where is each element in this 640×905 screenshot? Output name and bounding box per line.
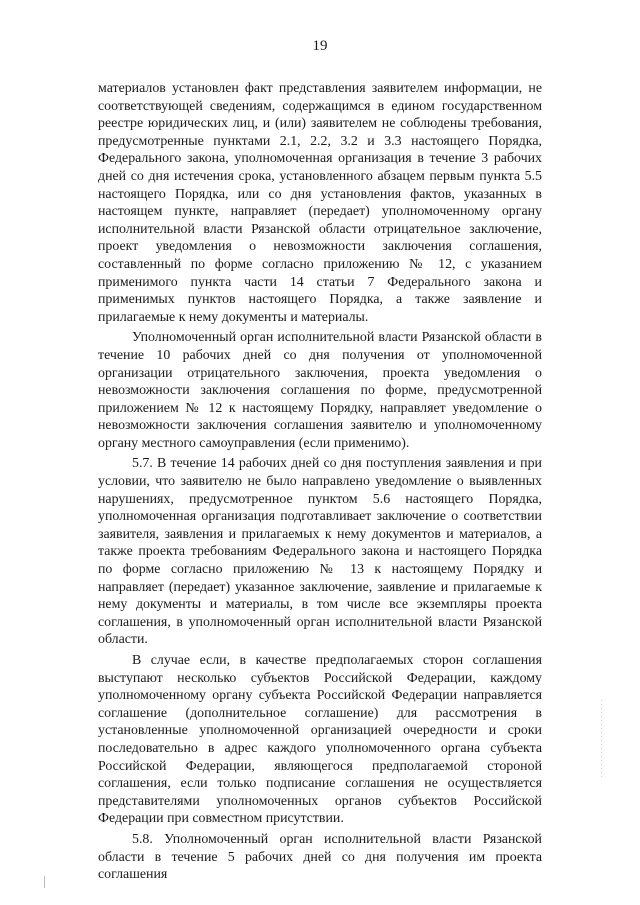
page-number: 19 <box>312 38 328 54</box>
paragraph-5-7: 5.7. В течение 14 рабочих дней со дня поступления заявления и при условии, что заявителю не было направлено уведомление о выявленных нарушениях, предусмотренное пунктом 5.6 настоящего Порядка, уполномоченная организация подготавливает заключение о соответствии заявителя, заявления и прилагаемых к нему документов и материалов, а также проекта требованиям Федерального закона и настоящего Порядка по форме согласно приложению № 13 к настоящему Порядку и направляет (передает) указанное заключение, заявление и прилагаемые к нему документы и материалы, в том числе все экземпляры проекта соглашения, в уполномоченный орган исполнительной власти Рязанской области. <box>98 456 542 648</box>
paragraph-5-8: 5.8. Уполномоченный орган исполнительной власти Рязанской области в течение 5 рабочих дней со дня получения им проекта соглашения <box>98 831 542 883</box>
paragraph-continuation: материалов установлен факт представления заявителем информации, не соответствующей сведениям, содержащимся в едином государственном реестре юридических лиц, и (или) заявителем не соблюдены требования, предусмотренные пунктами 2.1, 2.2, 3.2 и 3.3 настоящего Порядка, Федерального закона, уполномоченная организация в течение 3 рабочих дней со дня истечения срока, установленного абзацем первым пункта 5.5 настоящего Порядка, или со дня установления фактов, указанных в настоящем пункте, направляет (передает) уполномоченному органу исполнительной власти Рязанской области отрицательное заключение, проект уведомления о невозможности заключения соглашения, составленный по форме согласно приложению № 12, с указанием применимого пункта части 14 статьи 7 Федерального закона и применимых пунктов настоящего Порядка, а также заявление и прилагаемые к нему документы и материалы. <box>98 81 542 325</box>
scan-margin-marks <box>601 700 602 780</box>
paragraph-multiple-subjects: В случае если, в качестве предполагаемых сторон соглашения выступают несколько субъектов Российской Федерации, каждому уполномоченному органу субъекта Российской Федерации направляется соглашение (дополнительное соглашение) для рассмотрения в установленные уполномоченной организацией очередности и сроки последовательно в адрес каждого уполномоченного органа субъекта Российской Федерации, являющегося предполагаемой стороной соглашения, если только подписание соглашения не осуществляется представителями уполномоченных органов субъектов Российской Федерации при совместном присутствии. <box>98 653 542 827</box>
document-body <box>98 80 542 884</box>
paragraph-authority-notice: Уполномоченный орган исполнительной власти Рязанской области в течение 10 рабочих дней со дня получения от уполномоченной организации отрицательного заключения, проекта уведомления о невозможности заключения соглашения по форме, предусмотренной приложением № 12 к настоящему Порядку, направляет уведомление о невозможности заключения соглашения заявителю и уполномоченному органу местного самоуправления (если применимо). <box>98 330 542 451</box>
scan-margin-tick <box>44 876 45 888</box>
